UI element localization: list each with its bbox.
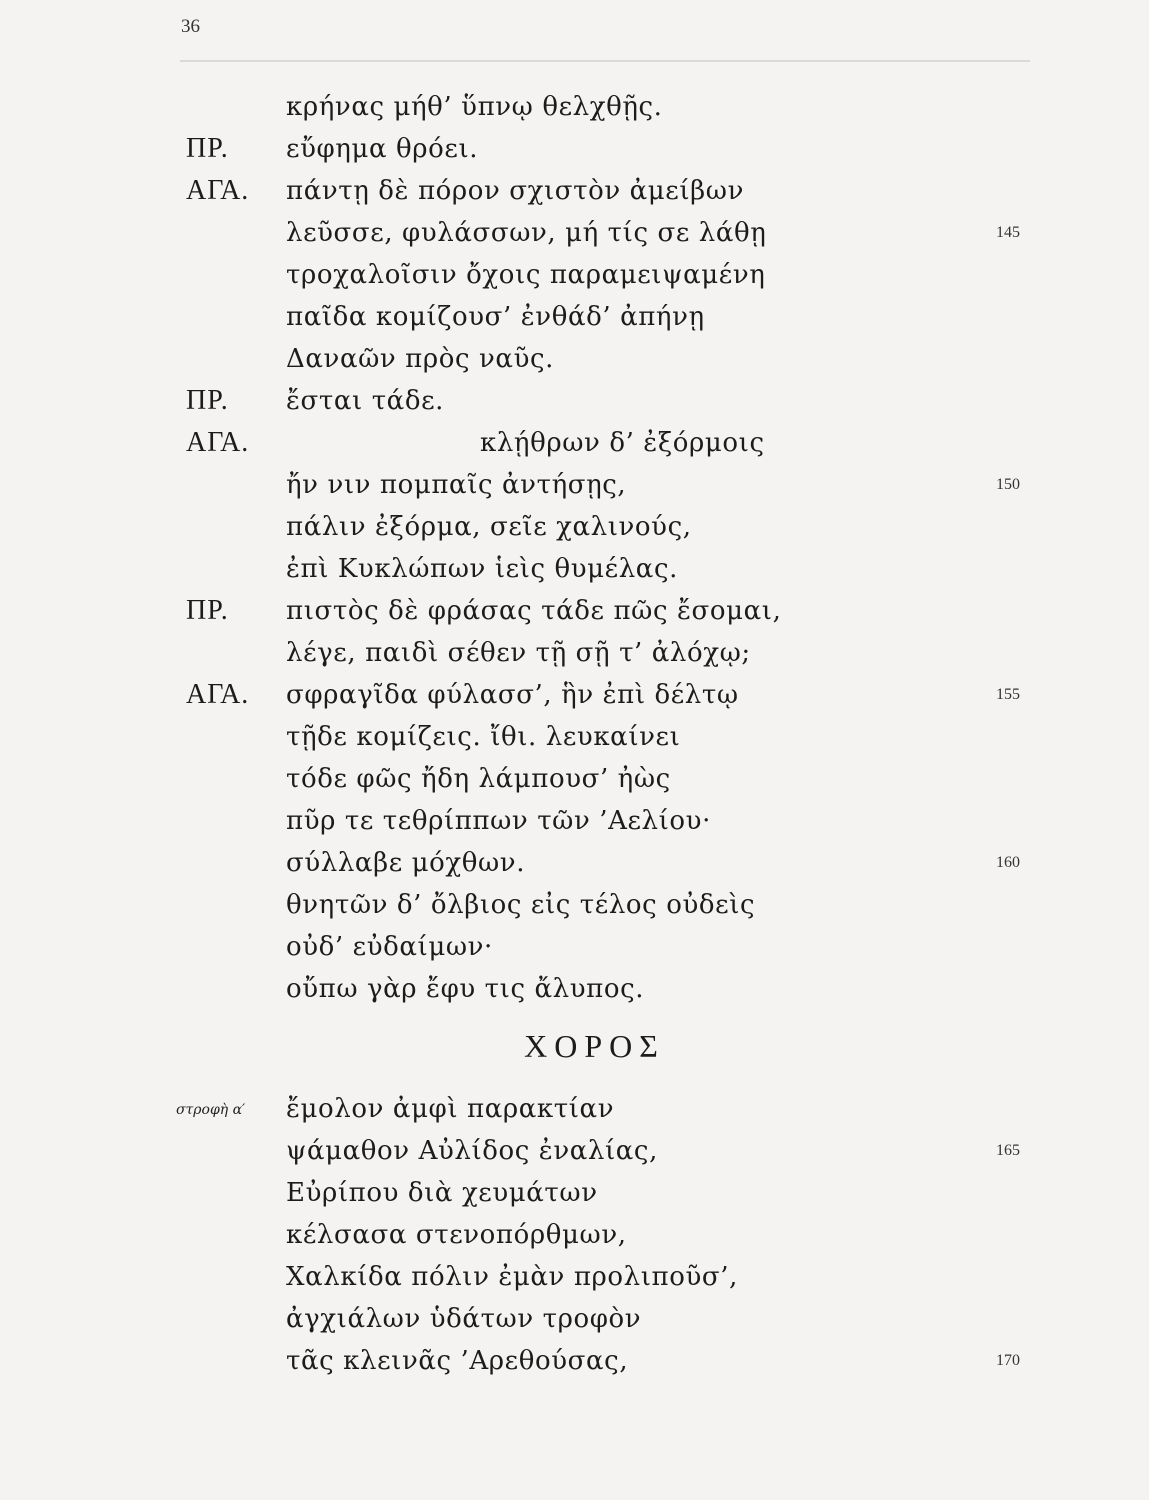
verse-line xyxy=(0,128,1149,170)
dialogue-lines xyxy=(0,86,1149,1010)
verse-text: κλῄθρων δ’ ἐξόρμοις xyxy=(480,428,765,458)
verse-line xyxy=(0,884,1149,926)
verse-line xyxy=(0,170,1149,212)
chorus-verse-line xyxy=(0,1214,1149,1256)
verse-line xyxy=(0,632,1149,674)
verse-text: σφραγῖδα φύλασσ’, ἣν ἐπὶ δέλτῳ xyxy=(286,680,739,710)
verse-text: τροχαλοῖσιν ὄχοις παραμειψαμένη xyxy=(286,260,766,290)
verse-line xyxy=(0,968,1149,1010)
line-number: 170 xyxy=(996,1352,1020,1369)
verse-line xyxy=(0,338,1149,380)
verse-text: ψάμαθον Αὐλίδος ἐναλίας, xyxy=(286,1136,658,1166)
chorus-verse-line xyxy=(0,1256,1149,1298)
line-number: 145 xyxy=(996,224,1020,241)
line-number: 160 xyxy=(996,854,1020,871)
verse-line xyxy=(0,506,1149,548)
verse-line xyxy=(0,380,1149,422)
verse-line xyxy=(0,254,1149,296)
page-number: 36 xyxy=(181,16,200,37)
verse-line xyxy=(0,548,1149,590)
verse-line xyxy=(0,842,1149,884)
verse-text: οὔπω γὰρ ἔφυ τις ἄλυπος. xyxy=(286,974,645,1004)
verse-text: πῦρ τε τεθρίππων τῶν ’Αελίου· xyxy=(286,806,711,836)
chorus-lines xyxy=(0,1088,1149,1382)
verse-text: κρήνας μήθ’ ὕπνῳ θελχθῇς. xyxy=(286,92,663,122)
verse-text: ἔσται τάδε. xyxy=(286,386,445,416)
line-number: 155 xyxy=(996,686,1020,703)
dialogue-block xyxy=(0,86,1149,1382)
verse-line xyxy=(0,86,1149,128)
verse-text: εὔφημα θρόει. xyxy=(286,134,479,164)
chorus-verse-line xyxy=(0,1298,1149,1340)
verse-text: τόδε φῶς ἤδη λάμπουσ’ ἠὼς xyxy=(286,764,671,794)
verse-line xyxy=(0,590,1149,632)
verse-text: παῖδα κομίζουσ’ ἐνθάδ’ ἀπήνῃ xyxy=(286,302,705,332)
verse-line xyxy=(0,758,1149,800)
verse-text: Χαλκίδα πόλιν ἐμὰν προλιποῦσ’, xyxy=(286,1262,738,1292)
speaker-label: ΠΡ. xyxy=(186,133,229,164)
speaker-label: ΑΓΑ. xyxy=(186,175,250,206)
line-number: 165 xyxy=(996,1142,1020,1159)
verse-line xyxy=(0,800,1149,842)
chorus-verse-line xyxy=(0,1340,1149,1382)
verse-text: Εὐρίπου διὰ χευμάτων xyxy=(286,1178,598,1208)
chorus-verse-line xyxy=(0,1130,1149,1172)
verse-text: ἔμολον ἀμφὶ παρακτίαν xyxy=(286,1094,615,1124)
verse-text: ἀγχιάλων ὑδάτων τροφὸν xyxy=(286,1304,642,1334)
verse-line xyxy=(0,674,1149,716)
verse-line xyxy=(0,716,1149,758)
verse-line xyxy=(0,296,1149,338)
verse-line xyxy=(0,926,1149,968)
speaker-label: ΠΡ. xyxy=(186,385,229,416)
verse-text: Δαναῶν πρὸς ναῦς. xyxy=(286,344,555,374)
line-number: 150 xyxy=(996,476,1020,493)
chorus-verse-line xyxy=(0,1172,1149,1214)
verse-line xyxy=(0,422,1149,464)
strophe-label: στροφὴ α′ xyxy=(176,1102,246,1118)
header-rule xyxy=(180,60,1030,62)
verse-text: τᾶς κλεινᾶς ’Αρεθούσας, xyxy=(286,1346,629,1376)
verse-text: ἐπὶ Κυκλώπων ἱεὶς θυμέλας. xyxy=(286,554,678,584)
verse-line xyxy=(0,464,1149,506)
verse-text: λεῦσσε, φυλάσσων, μή τίς σε λάθῃ xyxy=(286,218,767,248)
verse-text: πάντῃ δὲ πόρον σχιστὸν ἀμείβων xyxy=(286,176,745,206)
chorus-verse-line xyxy=(0,1088,1149,1130)
verse-line xyxy=(0,212,1149,254)
verse-text: σύλλαβε μόχθων. xyxy=(286,848,526,878)
speaker-label: ΑΓΑ. xyxy=(186,427,250,458)
speaker-label: ΠΡ. xyxy=(186,595,229,626)
verse-text: λέγε, παιδὶ σέθεν τῇ σῇ τ’ ἀλόχῳ; xyxy=(286,638,751,668)
verse-text: τῇδε κομίζεις. ἴθι. λευκαίνει xyxy=(286,722,681,752)
chorus-heading-line xyxy=(0,1010,1149,1088)
verse-text: κέλσασα στενοπόρθμων, xyxy=(286,1220,627,1250)
speaker-label: ΑΓΑ. xyxy=(186,679,250,710)
chorus-heading: ΧΟΡΟΣ xyxy=(524,1028,665,1064)
verse-text: πάλιν ἐξόρμα, σεῖε χαλινούς, xyxy=(286,512,692,542)
verse-text: ἤν νιν πομπαῖς ἀντήσῃς, xyxy=(286,470,627,500)
verse-text: θνητῶν δ’ ὄλβιος εἰς τέλος οὐδεὶς xyxy=(286,890,756,920)
verse-text: οὐδ’ εὐδαίμων· xyxy=(286,932,493,962)
verse-text: πιστὸς δὲ φράσας τάδε πῶς ἔσομαι, xyxy=(286,596,782,626)
